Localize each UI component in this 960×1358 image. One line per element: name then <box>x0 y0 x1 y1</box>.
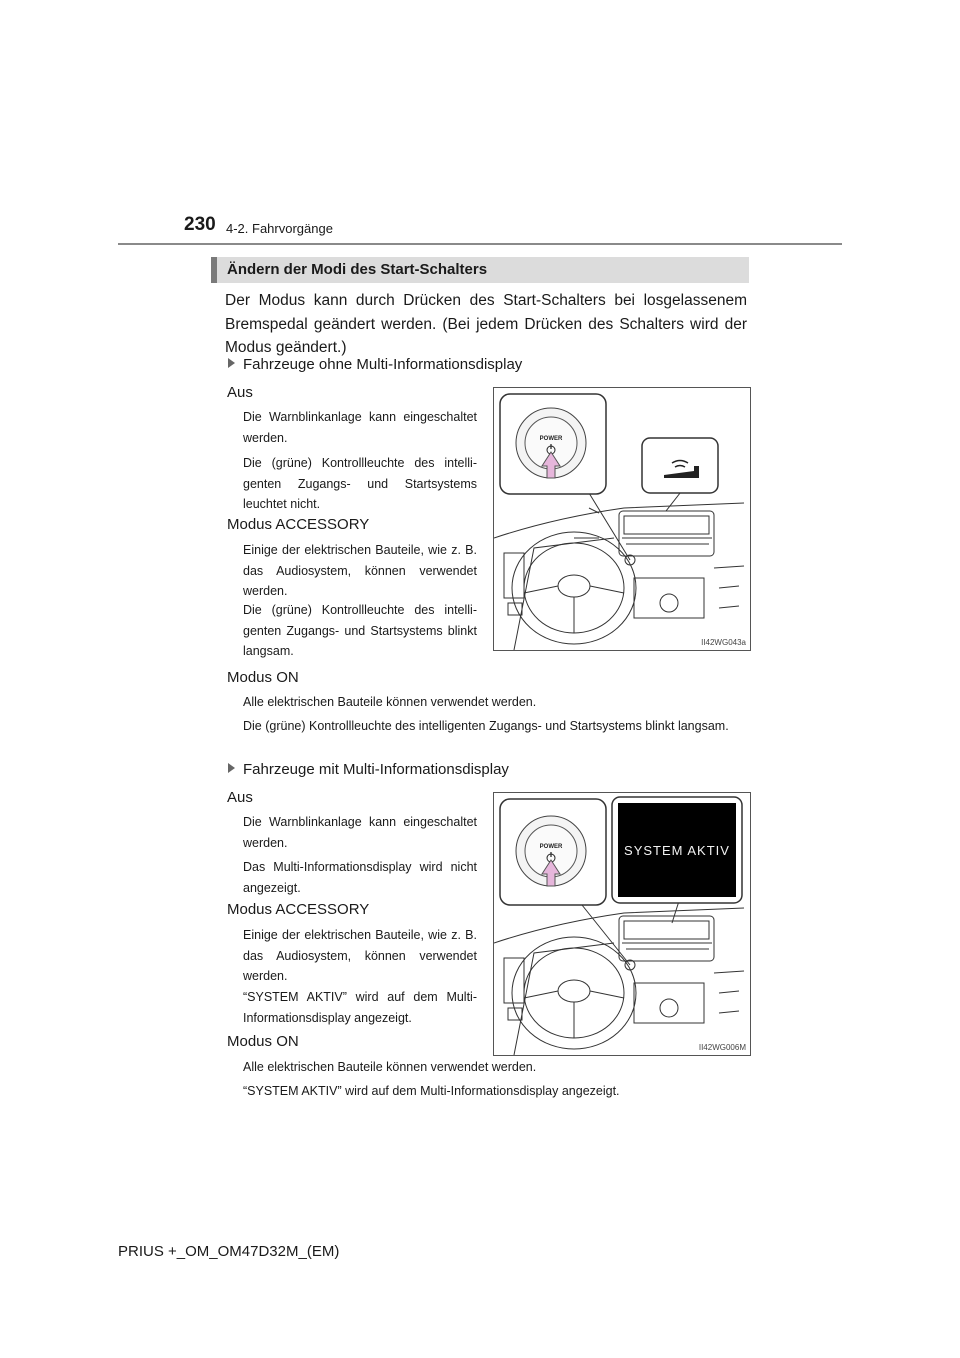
intro-paragraph: Der Modus kann durch Drücken des Start-Schalters bei losgelassenem Bremspedal geändert werden. (Bei jedem Drücken des Schalters wird der Modus geändert.) <box>225 292 747 356</box>
group1-on-title: Modus ON <box>227 669 299 686</box>
group1-acc-desc1: Einige der elektrischen Bauteile, wie z. B. das Audiosystem, können verwendet werden. <box>243 543 477 598</box>
group1-aus-title: Aus <box>227 384 253 401</box>
group2-on-title: Modus ON <box>227 1033 299 1050</box>
bullet-triangle-icon <box>228 763 235 773</box>
figure2-illustration <box>494 793 750 1055</box>
group1-acc-desc2: Die (grüne) Kontrollleuchte des intelligenten Zugangs- und Startsystems blinkt langsam. <box>243 603 477 658</box>
callout-line <box>582 905 630 965</box>
group1-heading-text: Fahrzeuge ohne Multi-Informationsdisplay <box>243 356 523 373</box>
dashboard-sketch <box>494 908 744 1055</box>
group2-on-desc1: Alle elektrischen Bauteile können verwendet werden. <box>243 1060 537 1074</box>
document-id: PRIUS +_OM_OM47D32M_(EM) <box>118 1243 340 1260</box>
group2-aus-desc1: Die Warnblinkanlage kann eingeschaltet werden. <box>243 815 477 850</box>
bullet-triangle-icon <box>228 358 235 368</box>
group2-acc-desc1: Einige der elektrischen Bauteile, wie z. B. das Audiosystem, können verwendet werden. <box>243 928 477 983</box>
group1-heading <box>228 356 522 373</box>
group2-heading-text: Fahrzeuge mit Multi-Informationsdisplay <box>243 761 509 778</box>
figure1-code: II42WG043a <box>701 638 746 647</box>
group1-on-desc2: Die (grüne) Kontrollleuchte des intelligenten Zugangs- und Startsystems blinkt langsam. <box>243 719 729 733</box>
group1-aus-desc1: Die Warnblinkanlage kann eingeschaltet werden. <box>243 410 477 445</box>
group2-aus-desc2: Das Multi-Informationsdisplay wird nicht angezeigt. <box>243 860 477 895</box>
figure-power-switch-indicator <box>493 387 751 651</box>
power-button-label: POWER <box>539 844 563 850</box>
figure2-code: II42WG006M <box>698 1043 746 1052</box>
page-number: 230 <box>184 214 216 235</box>
group1-aus-desc2: Die (grüne) Kontrollleuchte des intelligenten Zugangs- und Startsystems leuchtet nicht. <box>243 456 477 511</box>
group2-acc-desc2: “SYSTEM AKTIV” wird auf dem Multi-Informationsdisplay angezeigt. <box>243 990 477 1025</box>
group1-on-desc1: Alle elektrischen Bauteile können verwendet werden. <box>243 695 537 709</box>
group2-aus-title: Aus <box>227 789 253 806</box>
system-aktiv-text: SYSTEM AKTIV <box>624 843 730 858</box>
group2-on-desc2: “SYSTEM AKTIV” wird auf dem Multi-Informationsdisplay angezeigt. <box>243 1084 620 1098</box>
group2-heading <box>228 761 509 778</box>
dashboard-sketch <box>494 503 744 650</box>
figure-power-switch-display <box>493 792 751 1056</box>
section-heading: Ändern der Modi des Start-Schalters <box>211 257 749 283</box>
group2-acc-title: Modus ACCESSORY <box>227 901 370 918</box>
power-button-label: POWER <box>539 436 563 442</box>
figure1-illustration <box>494 388 750 650</box>
header-divider <box>118 243 842 245</box>
group1-acc-title: Modus ACCESSORY <box>227 516 370 533</box>
chapter-title: 4-2. Fahrvorgänge <box>226 221 333 236</box>
callout-line <box>672 901 679 923</box>
